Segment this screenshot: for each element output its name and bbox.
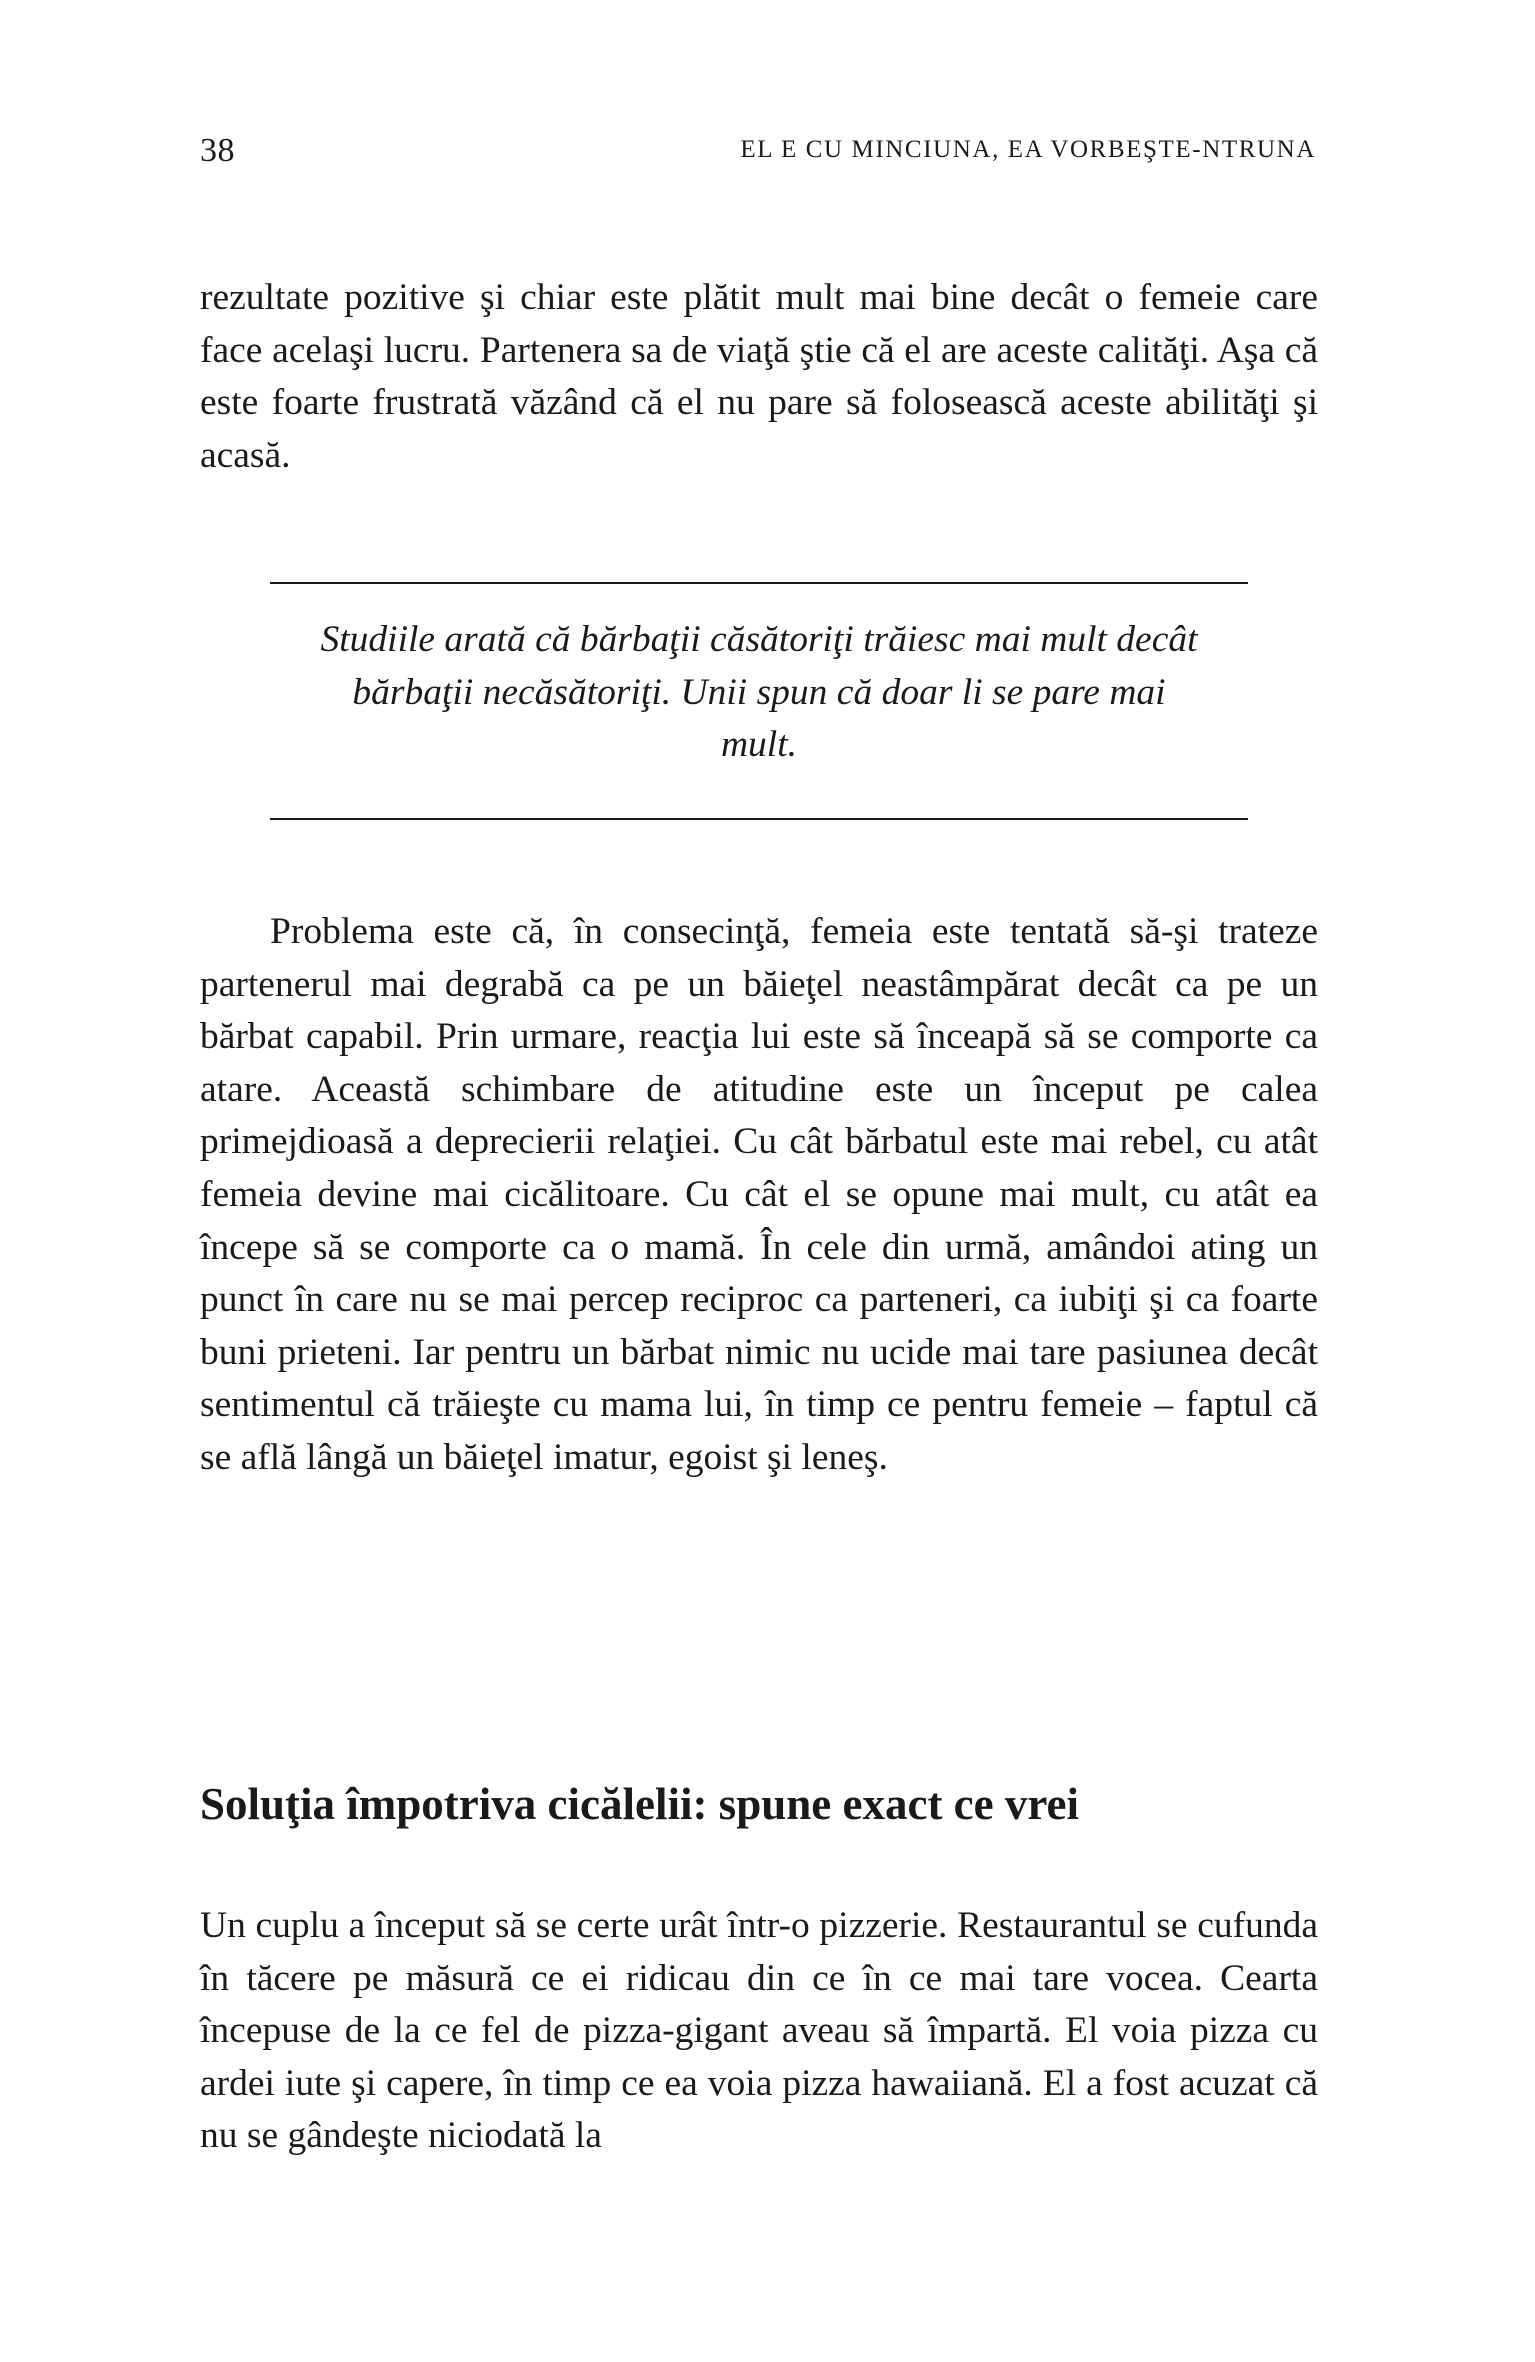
running-title: EL E CU MINCIUNA, EA VORBEŞTE-NTRUNA [740,136,1316,163]
pull-quote-text: Studiile arată că bărbaţii căsătoriţi trăiesc mai mult decât bărbaţii necăsătoriţi. Unii spun că doar li se pare mai mult. [320,619,1198,766]
pull-quote-top-rule [270,582,1248,584]
body-paragraph-2: Problema este că, în consecinţă, femeia este tentată să-şi trateze partenerul mai degrabă ca pe un băieţel neastâmpărat decât ca pe un bărbat capabil. Prin urmare, reacţia lui este să înceapă să se comporte ca atare. Această schimbare de atitudine este un început pe calea primejdioasă a deprecierii relaţiei. Cu cât bărbatul este mai rebel, cu atât femeia devine mai cicălitoare. Cu cât el se opune mai mult, cu atât ea începe să se comporte ca o mamă. În cele din urmă, amândoi ating un punct în care nu se mai percep reciproc ca parteneri, ca iubiţi şi ca foarte buni prieteni. Iar pentru un bărbat nimic nu ucide mai tare pasiunea decât sentimentul că trăieşte cu mama lui, în timp ce pentru femeie – faptul că se află lângă un băieţel imatur, egoist şi leneş. [200,911,1318,1478]
pull-quote [270,582,1248,822]
body-paragraph-3: Un cuplu a început să se certe urât într-o pizzerie. Restaurantul se cufunda în tăcere pe măsură ce ei ridicau din ce în ce mai tare vocea. Cearta începuse de la ce fel de pizza-gigant aveau să împartă. El voia pizza cu ardei iute şi capere, în timp ce ea voia pizza hawaiiană. El a fost acuzat că nu se gândeşte niciodată la [200,1905,1318,2157]
section-heading: Soluţia împotriva cicălelii: spune exact ce vrei [200,1779,1080,1829]
page-number: 38 [200,132,235,169]
pull-quote-bottom-rule [270,818,1248,820]
running-head [200,132,1316,172]
body-paragraph-1: rezultate pozitive şi chiar este plătit mult mai bine decât o femeie care face acelaşi lucru. Partenera sa de viaţă ştie că el are aceste calităţi. Aşa că este foarte frustrată văzând că el nu pare să folosească aceste abilităţi şi acasă. [200,277,1318,476]
